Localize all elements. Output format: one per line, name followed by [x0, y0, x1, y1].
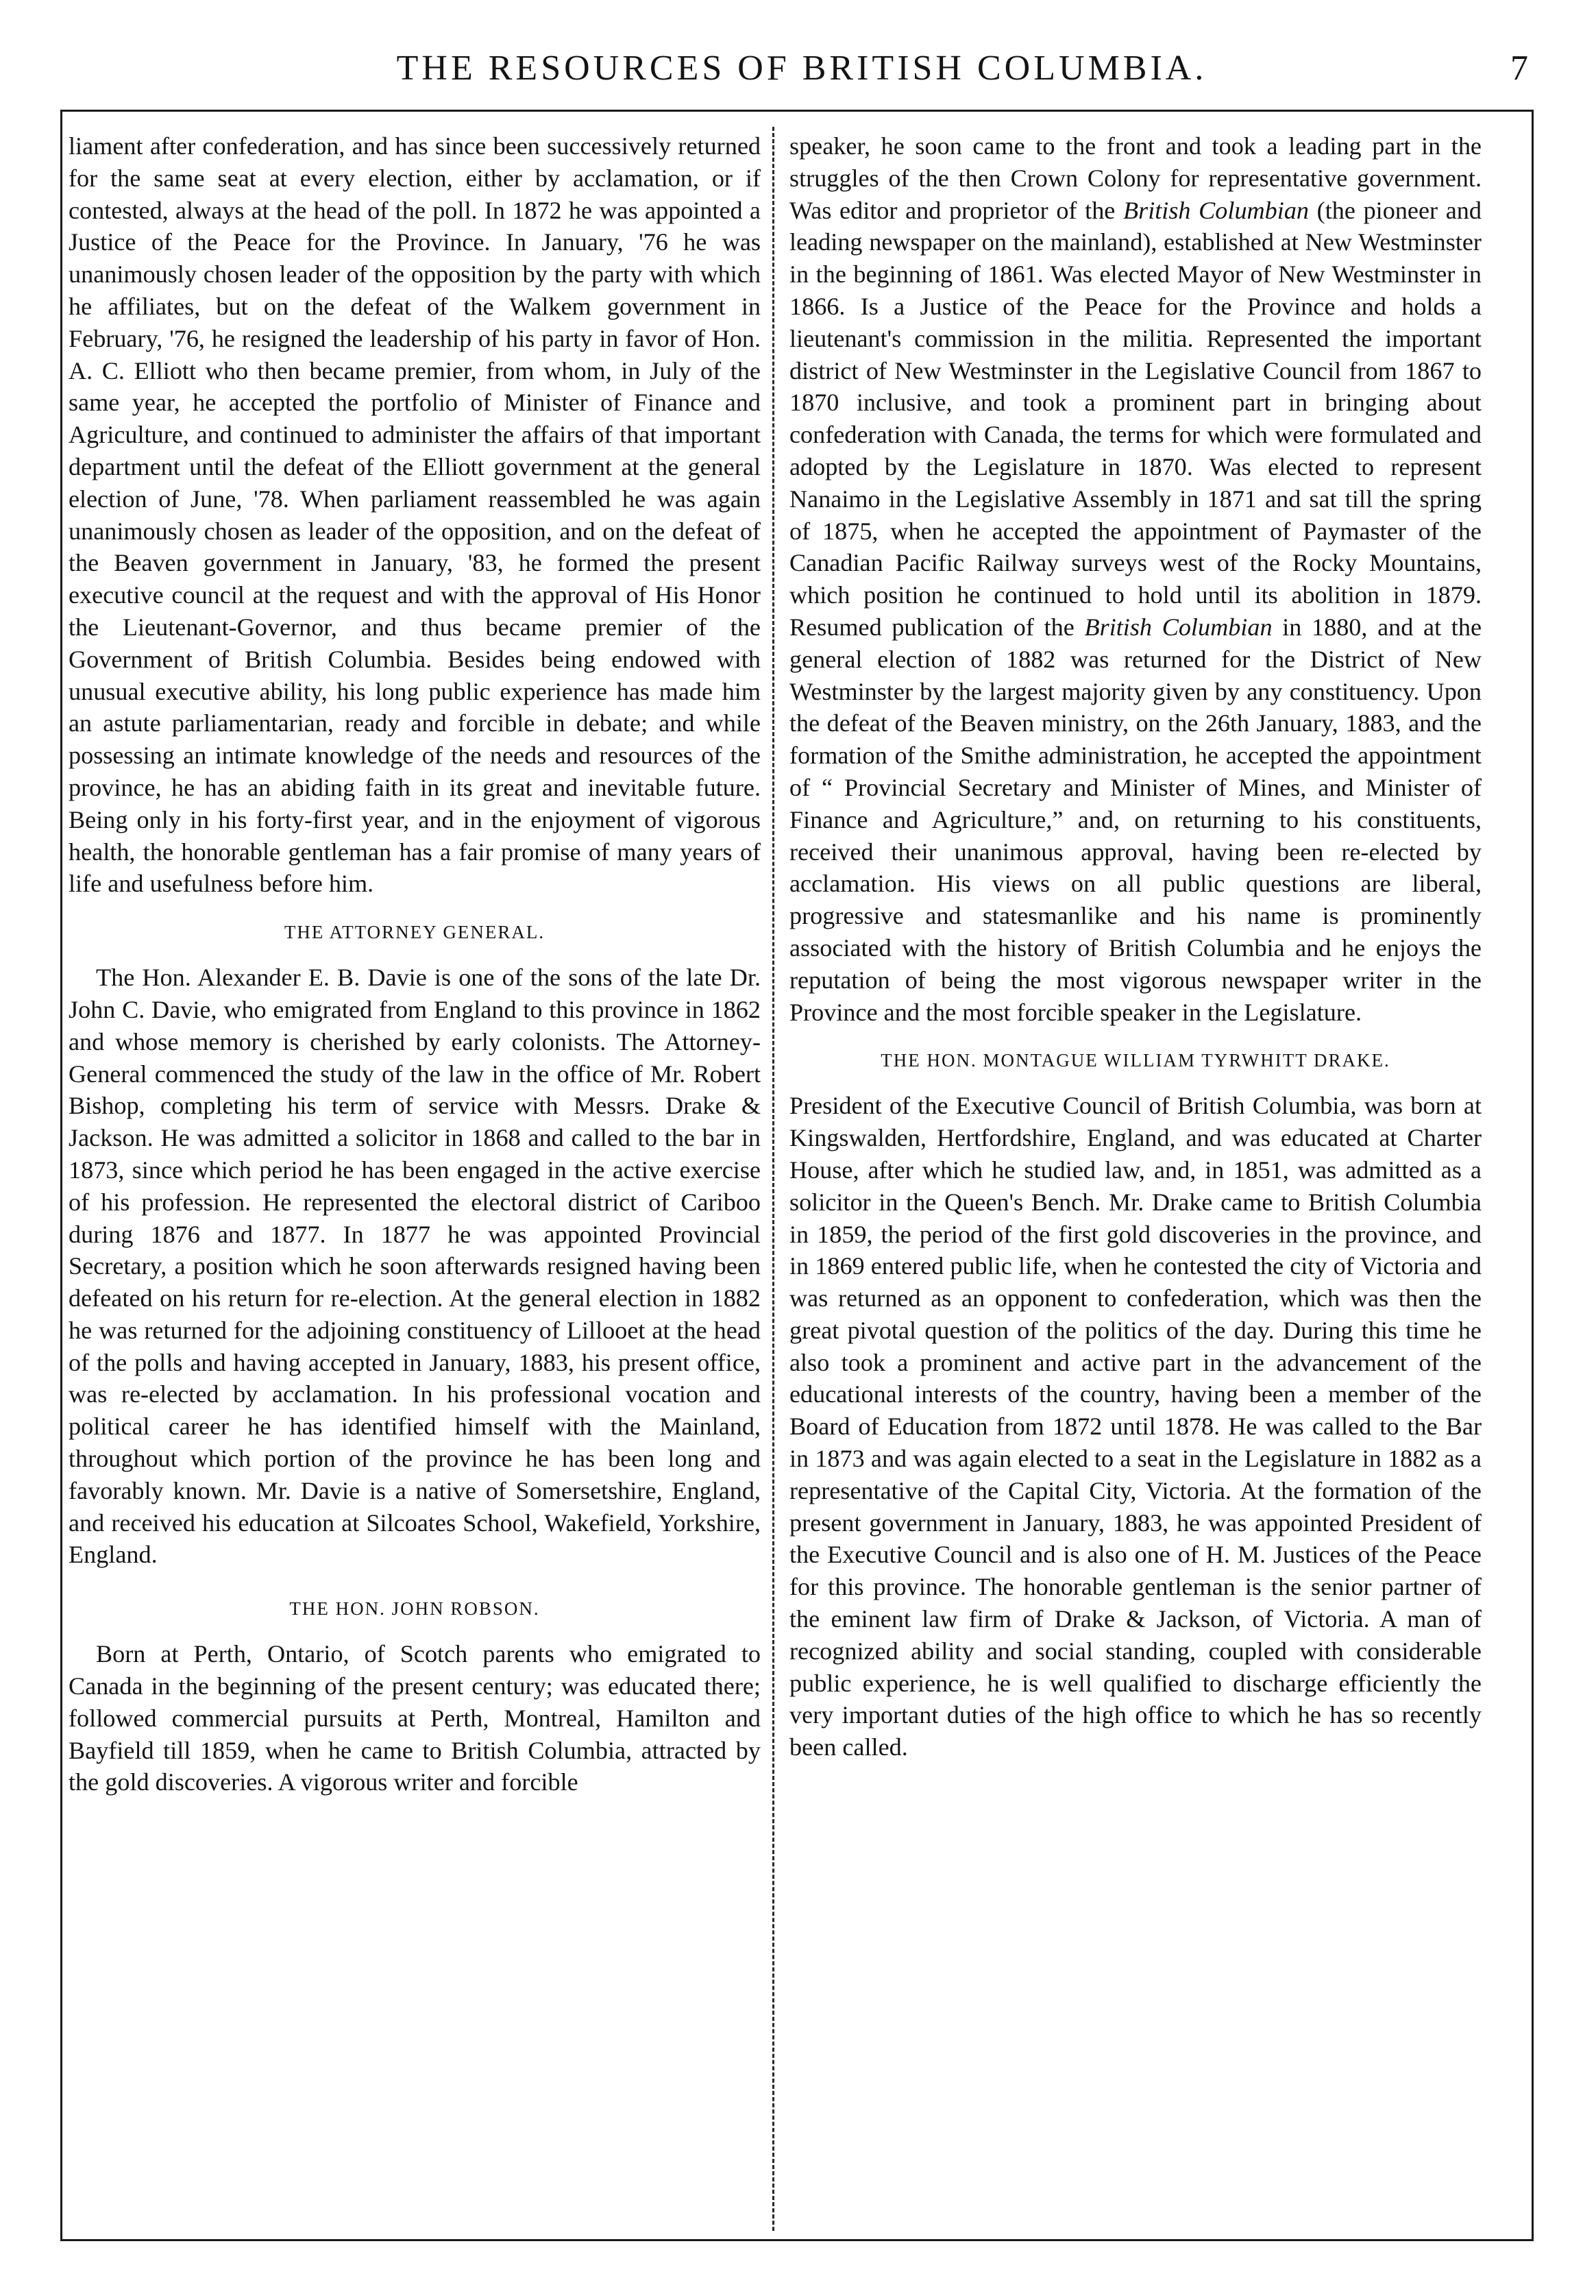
- column-divider: [772, 127, 774, 2231]
- left-column: [69, 130, 761, 2221]
- robson-text-part-1: speaker, he soon came to the front and took a leading part in the struggles of the then Crown Colony for representative government. Was editor and proprietor of the: [789, 132, 1482, 224]
- page-number: 7: [1510, 49, 1528, 88]
- newspaper-title: British Columbian: [1123, 196, 1310, 224]
- running-title: THE RESOURCES OF BRITISH COLUMBIA.: [396, 49, 1207, 88]
- paragraph-montague-drake: President of the Executive Council of British Columbia, was born at Kingswalden, Hertfordshire, England, and was educated at Charter House, after which he studied law, and, in 1851, was admitted as a solicitor in the Queen's Bench. Mr. Drake came to British Columbia in 1859, the period of the first gold discoveries in the province, and in 1869 entered public life, when he contested the city of Victoria and was returned as an opponent to confederation, which was then the great pivotal question of the politics of the day. During this time he also took a prominent and active part in the advancement of the educational interests of the country, having been a member of the Board of Education from 1872 until 1878. He was called to the Bar in 1873 and was again elected to a seat in the Legislature in 1882 as a representative of the Capital City, Victoria. At the formation of the present government in January, 1883, he was appointed President of the Executive Council and is also one of H. M. Justices of the Peace for this province. The honorable gentleman is the senior partner of the eminent law firm of Drake & Jackson, of Victoria. A man of recognized ability and social standing, coupled with considerable public experience, he is well qualified to discharge efficiently the very important duties of the high office to which he has so recently been called.: [789, 1092, 1482, 1761]
- page-header: [62, 48, 1542, 110]
- paragraph-robson-continued: [789, 130, 1482, 1028]
- paragraph-attorney-general: The Hon. Alexander E. B. Davie is one of the sons of the late Dr. John C. Davie, who emigrated from England to this province in 1862 and whose memory is cherished by early colonists. The Attorney-General commenced the study of the law in the office of Mr. Robert Bishop, completing his term of service with Messrs. Drake & Jackson. He was admitted a solicitor in 1868 and called to the bar in 1873, since which period he has been engaged in the active exercise of his profession. He represented the electoral district of Cariboo during 1876 and 1877. In 1877 he was appointed Provincial Secretary, a position which he soon afterwards resigned having been defeated on his return for re-election. At the general election in 1882 he was returned for the adjoining constituency of Lillooet at the head of the polls and having accepted in January, 1883, his present office, was re-elected by acclamation. In his professional vocation and political career he has identified himself with the Mainland, throughout which portion of the province he has been long and favorably known. Mr. Davie is a native of Somersetshire, England, and received his education at Silcoates School, Wakefield, Yorkshire, England.: [69, 964, 761, 1569]
- robson-text-part-3: in 1880, and at the general election of 1882 was returned for the District of New Westminster by the largest majority given by any constituency. Upon the defeat of the Beaven ministry, on the 26th January, 1883, and the formation of the Smithe administration, he accepted the appointment of “ Provincial Secretary and Minister of Mines, and Minister of Finance and Agriculture,” and, on returning to his constituents, received their unanimous approval, having been re-elected by acclamation. His views on all public questions are liberal, progressive and statesmanlike and his name is prominently associated with the history of British Columbia and he enjoys the reputation of being the most vigorous newspaper writer in the Province and the most forcible speaker in the Legislature.: [789, 613, 1482, 1026]
- right-column: [789, 130, 1482, 2221]
- heading-montague-drake: THE HON. MONTAGUE WILLIAM TYRWHITT DRAKE.: [881, 1050, 1390, 1071]
- paragraph-john-robson: Born at Perth, Ontario, of Scotch parents who emigrated to Canada in the beginning of the present century; was educated there; followed commercial pursuits at Perth, Montreal, Hamilton and Bayfield till 1859, when he came to British Columbia, attracted by the gold discoveries. A vigorous writer and forcible: [69, 1640, 761, 1796]
- robson-text-part-2: (the pioneer and leading newspaper on the mainland), established at New Westminster in the beginning of 1861. Was elected Mayor of New Westminster in 1866. Is a Justice of the Peace for the Province and holds a lieutenant's commission in the militia. Represented the important district of New Westminster in the Legislative Council from 1867 to 1870 inclusive, and took a prominent part in bringing about confederation with Canada, the terms for which were formulated and adopted by the Legislature in 1870. Was elected to represent Nanaimo in the Legislative Assembly in 1871 and sat till the spring of 1875, when he accepted the appointment of Paymaster of the Canadian Pacific Railway surveys west of the Rocky Mountains, which position he continued to hold until its abolition in 1879. Resumed publication of the: [789, 196, 1482, 641]
- heading-john-robson: THE HON. JOHN ROBSON.: [289, 1598, 540, 1620]
- paragraph-smithe-continued: liament after confederation, and has since been successively returned for the same seat at every election, either by acclamation, or if contested, always at the head of the poll. In 1872 he was appointed a Justice of the Peace for the Province. In January, '76 he was unanimously chosen leader of the opposition by the party with which he affiliates, but on the defeat of the Walkem government in February, '76, he resigned the leadership of his party in favor of Hon. A. C. Elliott who then became premier, from whom, in July of the same year, he accepted the portfolio of Minister of Finance and Agriculture, and continued to administer the affairs of that important department until the defeat of the Elliott government at the general election of June, '78. When parliament reassembled he was again unanimously chosen as leader of the opposition, and on the defeat of the Beaven government in January, '83, he formed the present executive council at the request and with the approval of His Honor the Lieutenant-Governor, and thus became premier of the Government of British Columbia. Besides being endowed with unusual executive ability, his long public experience has made him an astute parliamentarian, ready and forcible in debate; and while possessing an intimate knowledge of the needs and resources of the province, he has an abiding faith in its great and inevitable future. Being only in his forty-first year, and in the enjoyment of vigorous health, the honorable gentleman has a fair promise of many years of life and usefulness before him.: [69, 132, 761, 898]
- newspaper-title: British Columbian: [1084, 613, 1273, 641]
- heading-attorney-general: THE ATTORNEY GENERAL.: [284, 922, 545, 943]
